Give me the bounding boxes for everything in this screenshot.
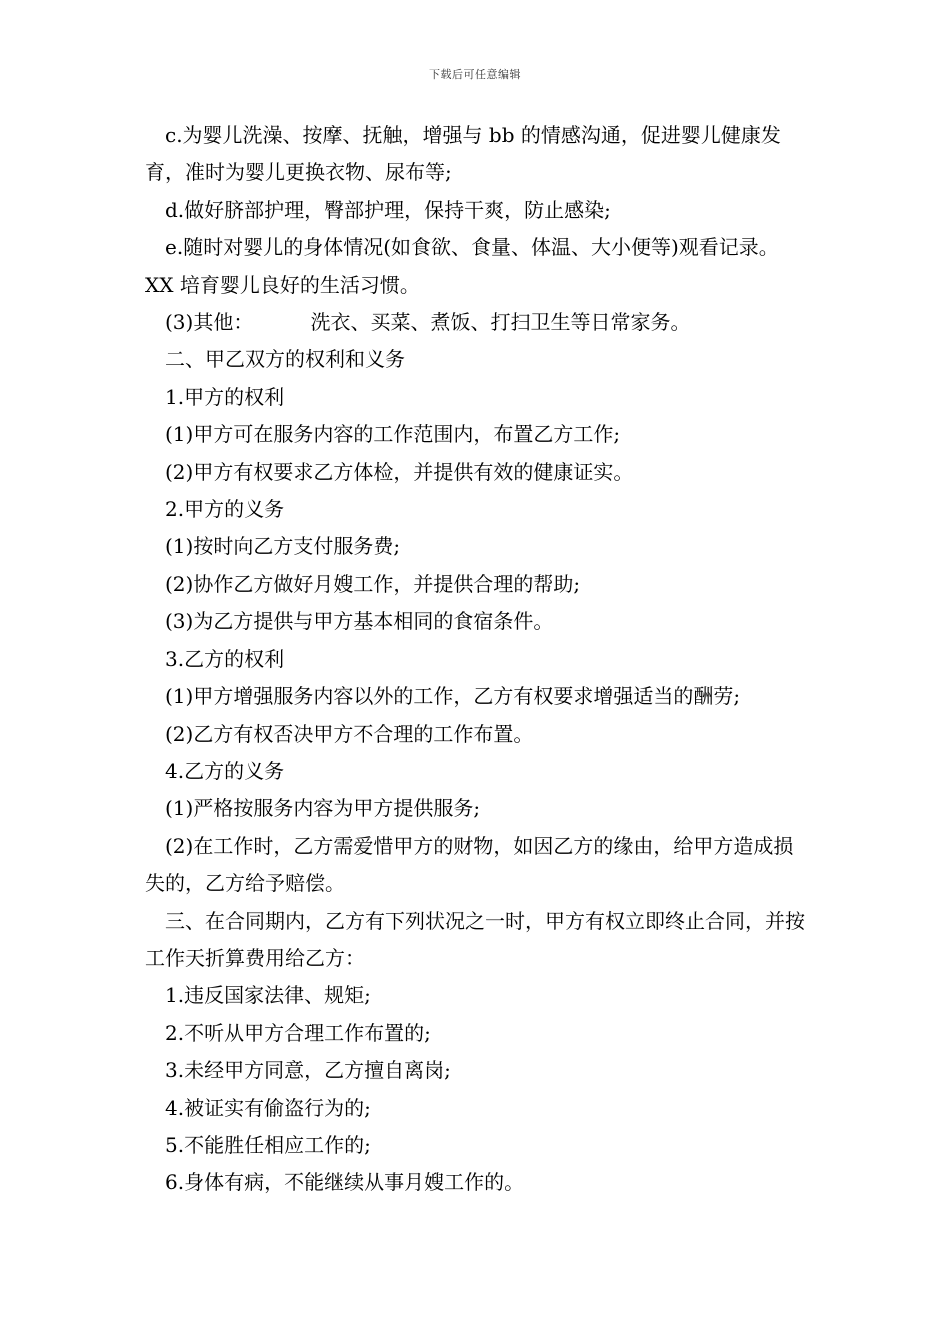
section-heading-rights-obligations: 二、甲乙双方的权利和义务 xyxy=(165,347,405,372)
list-item: (2)甲方有权要求乙方体检，并提供有效的健康证实。 xyxy=(165,459,634,484)
list-item: 6.身体有病，不能继续从事月嫂工作的。 xyxy=(165,1170,525,1195)
list-item: 5.不能胜任相应工作的; xyxy=(165,1132,371,1157)
section-heading-termination: 三、在合同期内，乙方有下列状况之一时，甲方有权立即终止合同，并按工作天折算费用给乙方： xyxy=(145,908,805,970)
list-item: (1)甲方增强服务内容以外的工作，乙方有权要求增强适当的酬劳; xyxy=(165,684,741,709)
paragraph-c-baby-bathing: c.为婴儿洗澡、按摩、抚触，增强与 bb 的情感沟通，促进婴儿健康发育，准时为婴儿更换衣物、尿布等; xyxy=(145,123,781,185)
list-item: 1.违反国家法律、规矩; xyxy=(165,983,371,1008)
page-header: 下载后可任意编辑 xyxy=(429,68,521,81)
list-item: (1)严格按服务内容为甲方提供服务; xyxy=(165,796,481,821)
document-body xyxy=(145,117,817,1202)
list-item: (3)为乙方提供与甲方基本相同的食宿条件。 xyxy=(165,609,554,634)
list-item: (2)在工作时，乙方需爱惜甲方的财物，如因乙方的缘由，给甲方造成损失的，乙方给予赔偿。 xyxy=(145,833,794,896)
paragraph-3-other-chores: (3)其他： 洗衣、买菜、煮饭、打扫卫生等日常家务。 xyxy=(165,310,691,335)
list-item: (2)协作乙方做好月嫂工作，并提供合理的帮助; xyxy=(165,571,581,596)
subheading-party-a-rights: 1.甲方的权利 xyxy=(165,384,285,409)
list-item: 2.不听从甲方合理工作布置的; xyxy=(165,1020,431,1045)
subheading-party-b-obligations: 4.乙方的义务 xyxy=(165,758,285,783)
list-item: 4.被证实有偷盗行为的; xyxy=(165,1095,371,1120)
list-item: (2)乙方有权否决甲方不合理的工作布置。 xyxy=(165,721,534,746)
paragraph-d-navel-care: d.做好脐部护理，臀部护理，保持干爽，防止感染; xyxy=(165,197,611,222)
subheading-party-a-obligations: 2.甲方的义务 xyxy=(165,497,285,522)
subheading-party-b-rights: 3.乙方的权利 xyxy=(165,646,285,671)
paragraph-e-observation-record: e.随时对婴儿的身体情况(如食欲、食量、体温、大小便等)观看记录。 XX 培育婴儿良好的生活习惯。 xyxy=(145,235,817,297)
list-item: 3.未经甲方同意，乙方擅自离岗; xyxy=(165,1058,451,1083)
list-item: (1)按时向乙方支付服务费; xyxy=(165,534,401,559)
list-item: (1)甲方可在服务内容的工作范围内，布置乙方工作; xyxy=(165,422,621,447)
